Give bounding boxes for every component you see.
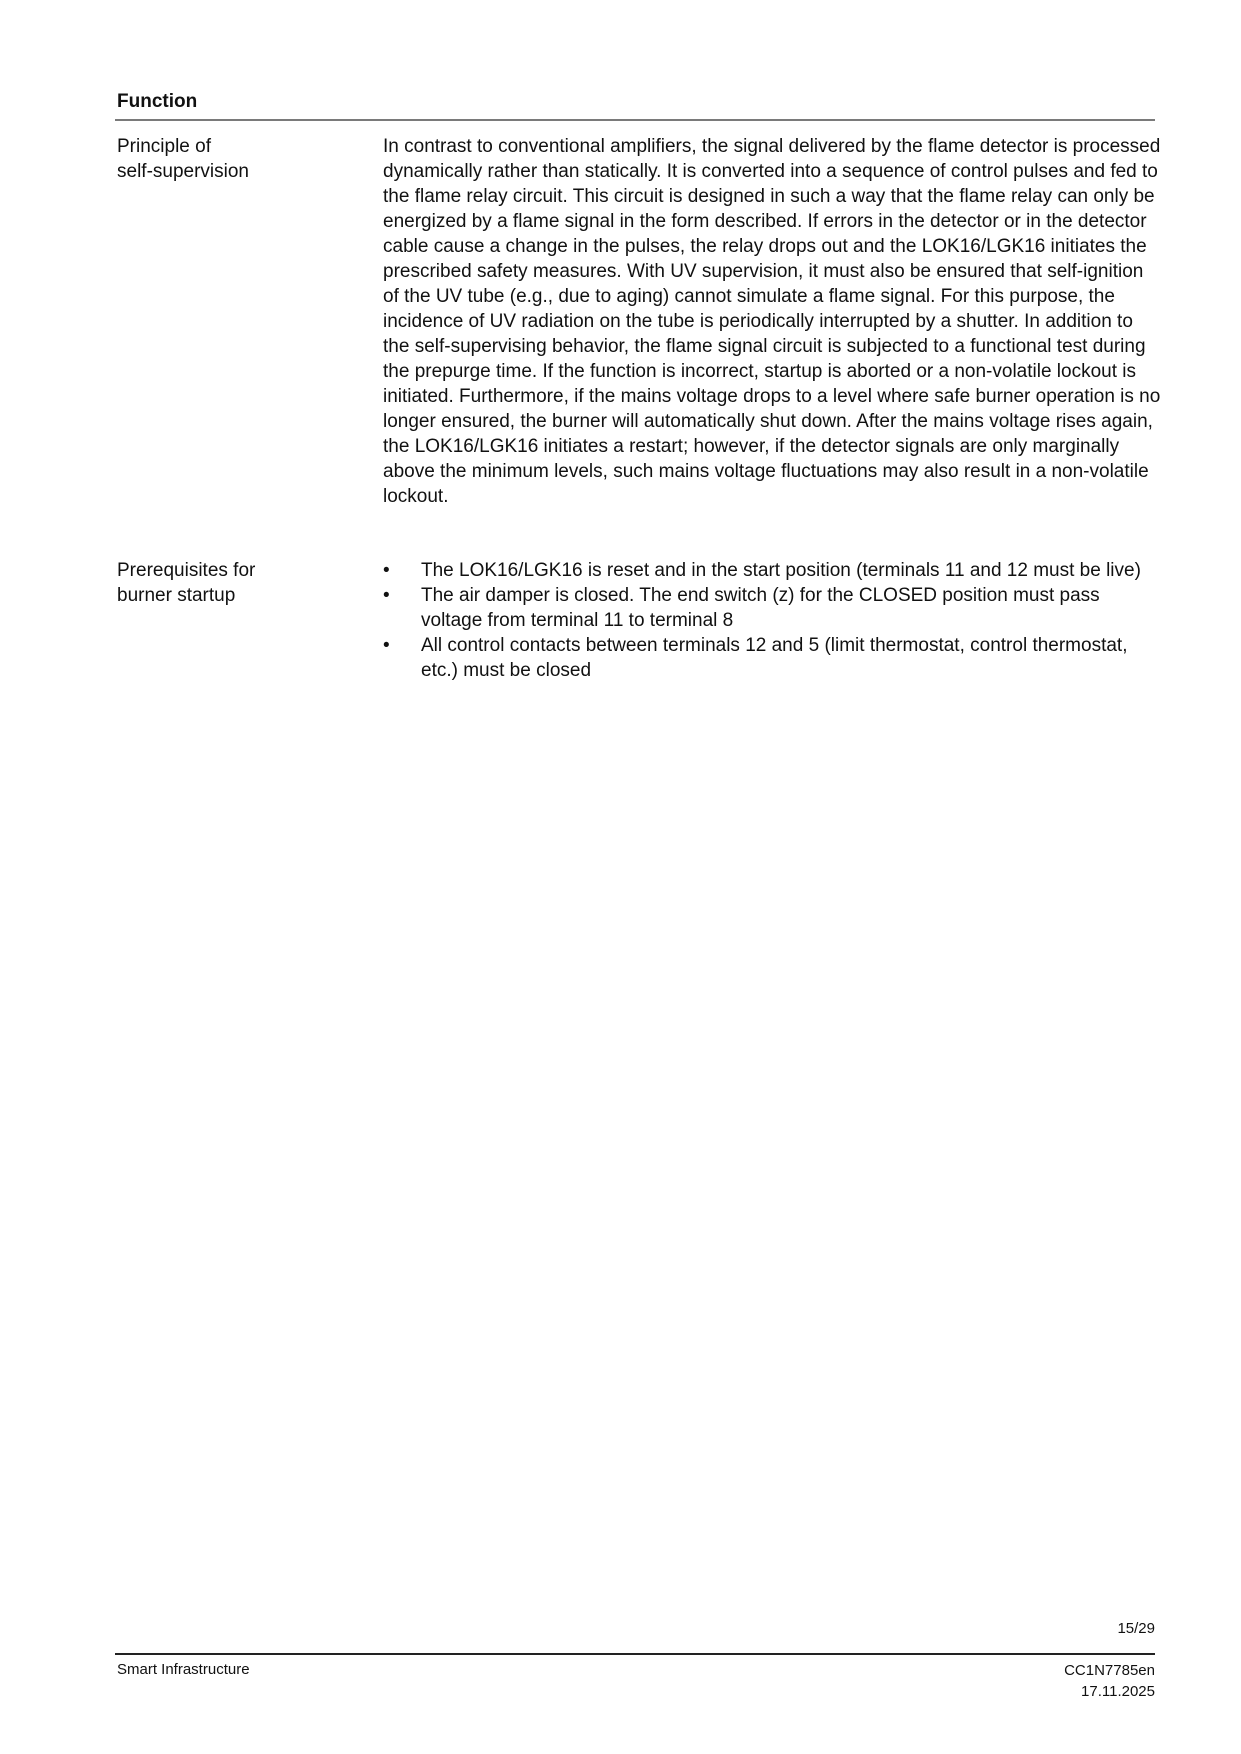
bullet-icon: • bbox=[383, 585, 390, 606]
footer-company: Smart Infrastructure bbox=[117, 1661, 250, 1678]
row-label: Principle of self-supervision bbox=[117, 136, 249, 182]
list-item bbox=[383, 558, 1163, 583]
prerequisites-list bbox=[383, 558, 1163, 683]
row-label: Prerequisites for burner startup bbox=[117, 560, 256, 606]
footer-date: 17.11.2025 bbox=[1081, 1683, 1155, 1700]
footer-document-info bbox=[1064, 1660, 1155, 1702]
bullet-icon: • bbox=[383, 560, 390, 581]
header-divider bbox=[115, 119, 1155, 121]
list-item-text: The air damper is closed. The end switch (z) for the CLOSED position must pass voltage from terminal 11 to terminal 8 bbox=[421, 585, 1100, 631]
bullet-icon: • bbox=[383, 635, 390, 656]
list-item bbox=[383, 633, 1163, 683]
list-item bbox=[383, 583, 1163, 633]
list-item-text: All control contacts between terminals 12 and 5 (limit thermostat, control thermostat, etc.) must be closed bbox=[421, 635, 1128, 681]
footer-document-id: CC1N7785en bbox=[1064, 1662, 1155, 1679]
footer-divider bbox=[115, 1653, 1155, 1655]
row-body-list bbox=[383, 558, 1163, 683]
section-title: Function bbox=[117, 91, 198, 112]
page-number: 15/29 bbox=[1117, 1620, 1155, 1637]
row-body-paragraph: In contrast to conventional amplifiers, the signal delivered by the flame detector is processed dynamically rather than statically. It is converted into a sequence of control pulses and fed to the flame relay circuit. This circuit is designed in such a way that the flame relay can only be energized by a flame signal in the form described. If errors in the detector or in the detector cable cause a change in the pulses, the relay drops out and the LOK16/LGK16 initiates the prescribed safety measures. With UV supervision, it must also be ensured that self-ignition of the UV tube (e.g., due to aging) cannot simulate a flame signal. For this purpose, the incidence of UV radiation on the tube is periodically interrupted by a shutter. In addition to the self-supervising behavior, the flame signal circuit is subjected to a functional test during the prepurge time. If the function is incorrect, startup is aborted or a non-volatile lockout is initiated. Furthermore, if the mains voltage drops to a level where safe burner operation is no longer ensured, the burner will automatically shut down. After the mains voltage rises again, the LOK16/LGK16 initiates a restart; however, if the detector signals are only marginally above the minimum levels, such mains voltage fluctuations may also result in a non-volatile lockout. bbox=[383, 136, 1161, 507]
list-item-text: The LOK16/LGK16 is reset and in the start position (terminals 11 and 12 must be live) bbox=[421, 560, 1141, 581]
